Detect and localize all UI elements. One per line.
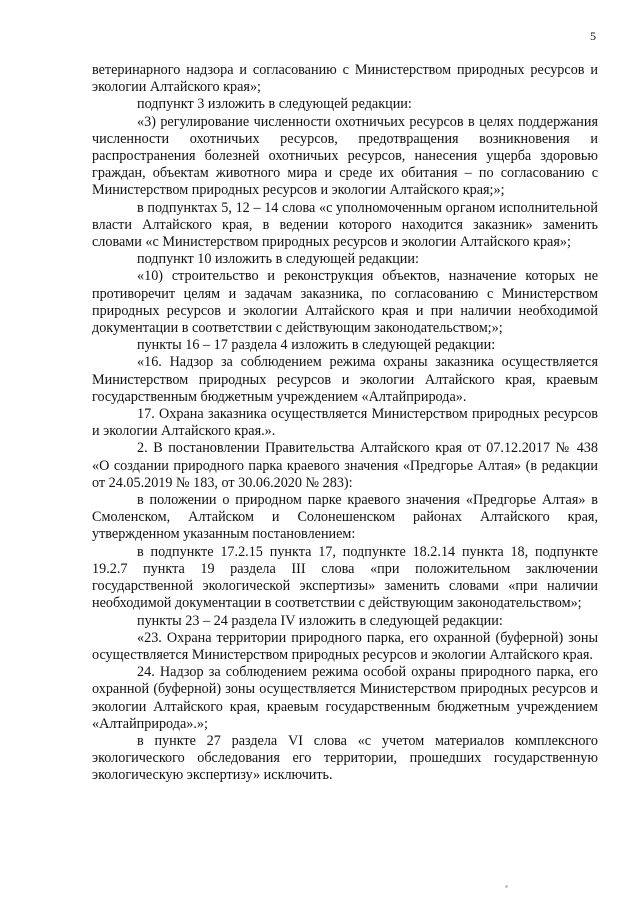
paragraph: «10) строительство и реконструкция объектов, назначение которых не противоречит целям и задачам заказника, по согласованию с Министерством природных ресурсов и экологии Алтайского края и при наличии необходимой документации в соответствии с действующим законодательством;»;	[92, 268, 598, 337]
scan-speck	[505, 885, 508, 888]
paragraph: 2. В постановлении Правительства Алтайского края от 07.12.2017 № 438 «О создании природного парка краевого значения «Предгорье Алтая» (в редакции от 24.05.2019 № 183, от 30.06.2020 № 283):	[92, 440, 598, 491]
paragraph: подпункт 3 изложить в следующей редакции:	[137, 96, 412, 113]
paragraph: в положении о природном парке краевого значения «Предгорье Алтая» в Смоленском, Алтайском и Солонешенском районах Алтайского края, утвержденном указанным постановлением:	[92, 492, 598, 543]
paragraph: 24. Надзор за соблюдением режима особой охраны природного парка, его охранной (буферной) зоны осуществляется Министерством природных ресурсов и экологии Алтайского края, краевым государственным бюджетным учреждением «Алтайприрода».»;	[92, 664, 598, 732]
paragraph: в пункте 27 раздела VI слова «с учетом материалов комплексного экологического обследования его территории, прошедших государственную экологическую экспертизу» исключить.	[92, 732, 598, 784]
paragraph: «3) регулирование численности охотничьих ресурсов в целях поддержания численности охотничьих ресурсов, предотвращения возникновения и распространения болезней охотничьих ресурсов, нанесения ущерба здоровью граждан, объектам животного мира и среде их обитания – по согласованию с Министерством природных ресурсов и экологии Алтайского края;»;	[92, 113, 598, 199]
paragraph: подпункт 10 изложить в следующей редакции:	[137, 251, 419, 268]
paragraph: в подпунктах 5, 12 – 14 слова «с уполномоченным органом исполнительной власти Алтайского края, в ведении которого находится заказник» заменить словами «с Министерством природных ресурсов и экологии Алтайского края»;	[92, 199, 598, 251]
document-body	[92, 62, 598, 785]
paragraph: ветеринарного надзора и согласованию с Министерством природных ресурсов и экологии Алтайского края»;	[92, 62, 598, 96]
paragraph: 17. Охрана заказника осуществляется Министерством природных ресурсов и экологии Алтайского края.».	[92, 406, 598, 440]
paragraph: пункты 23 – 24 раздела IV изложить в следующей редакции:	[137, 612, 503, 629]
page-number: 5	[590, 29, 596, 43]
paragraph: пункты 16 – 17 раздела 4 изложить в следующей редакции:	[137, 337, 496, 354]
paragraph: в подпункте 17.2.15 пункта 17, подпункте 18.2.14 пункта 18, подпункте 19.2.7 пункта 19 раздела III слова «при положительном заключении государственной экологической экспертизы» заменить словами «при наличии необходимой документации в соответствии с действующим законодательством»;	[92, 543, 598, 612]
paragraph: «23. Охрана территории природного парка, его охранной (буферной) зоны осуществляется Министерством природных ресурсов и экологии Алтайского края.	[92, 629, 598, 663]
paragraph: «16. Надзор за соблюдением режима охраны заказника осуществляется Министерством природных ресурсов и экологии Алтайского края, краевым государственным бюджетным учреждением «Алтайприрода».	[92, 354, 598, 405]
